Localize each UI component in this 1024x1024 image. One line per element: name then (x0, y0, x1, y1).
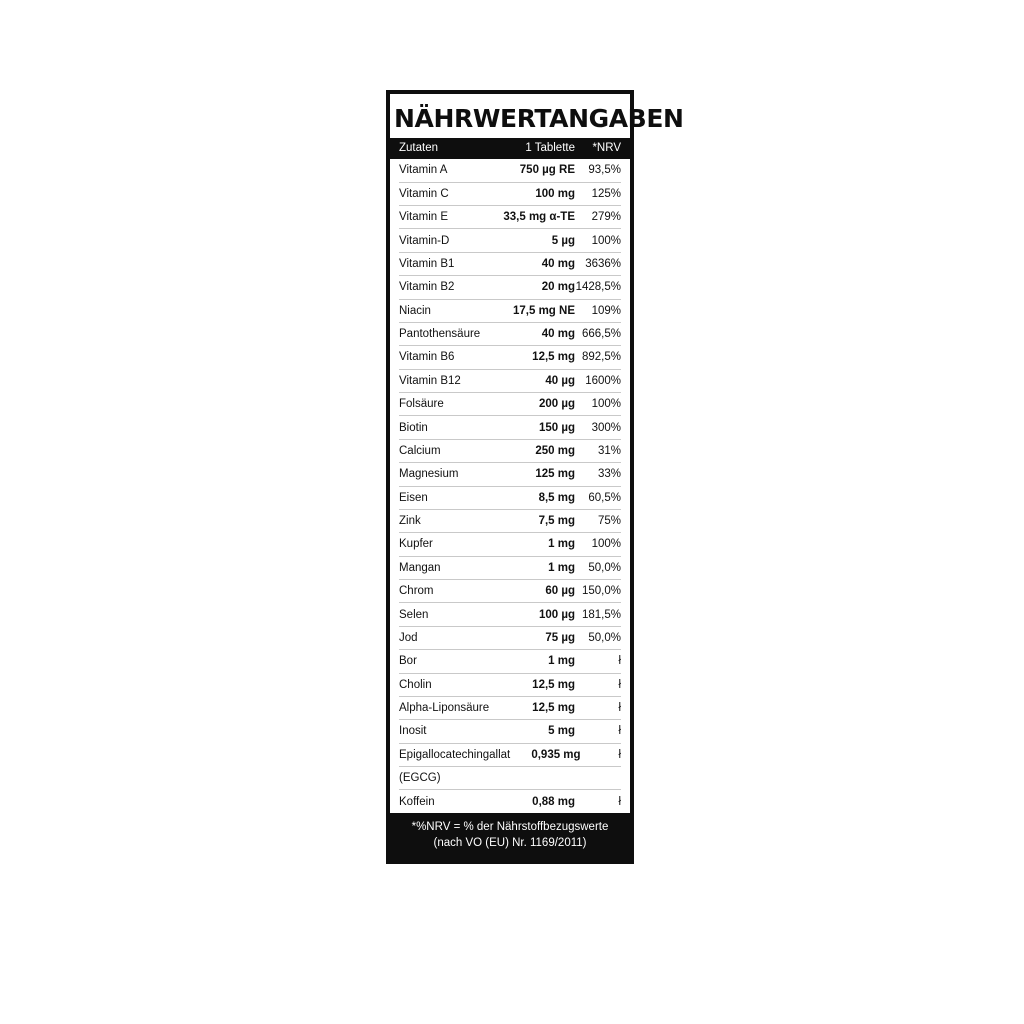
column-header-nrv: *NRV (592, 142, 621, 155)
table-row (399, 370, 621, 393)
nutrient-nrv: 3636% (585, 257, 621, 270)
nutrient-name: Calcium (399, 444, 441, 457)
nutrient-nrv: 100% (591, 538, 621, 551)
nutrient-nrv: ł (618, 795, 621, 808)
nutrient-nrv: 1428,5% (575, 281, 621, 294)
nutrient-nrv: ł (618, 678, 621, 691)
nutrient-name: (EGCG) (399, 772, 441, 785)
nutrient-amount: 5 mg (548, 725, 575, 738)
table-row (399, 159, 621, 182)
nutrient-name: Bor (399, 655, 417, 668)
nutrient-amount: 17,5 mg NE (513, 304, 575, 317)
table-row (399, 790, 621, 812)
nutrient-nrv: 60,5% (588, 491, 621, 504)
nutrient-amount: 40 mg (541, 328, 575, 341)
table-row (399, 580, 621, 603)
nutrient-nrv: 300% (591, 421, 621, 434)
nutrient-amount: 12,5 mg (532, 678, 575, 691)
nutrient-name: Jod (399, 631, 418, 644)
nutrient-nrv: 100% (591, 398, 621, 411)
table-row (399, 744, 621, 767)
nutrient-amount: 125 mg (535, 468, 575, 481)
nutrient-nrv: 181,5% (581, 608, 621, 621)
nutrition-facts-panel (386, 90, 684, 864)
nutrient-amount: 60 µg (545, 585, 575, 598)
table-header-row (390, 138, 630, 159)
nutrient-name: Pantothensäure (399, 328, 481, 341)
nutrient-nrv: ł (618, 702, 621, 715)
nutrient-amount: 1 mg (548, 538, 575, 551)
nutrient-nrv: ł (618, 725, 621, 738)
nutrient-name: Alpha-Liponsäure (399, 702, 490, 715)
nutrient-name: Vitamin E (399, 211, 449, 224)
table-row (399, 720, 621, 743)
nutrient-amount: 750 µg RE (519, 164, 575, 177)
nutrient-amount: 100 mg (535, 187, 575, 200)
table-row (399, 603, 621, 626)
table-row (399, 697, 621, 720)
table-row (399, 557, 621, 580)
nutrient-name: Cholin (399, 678, 432, 691)
nutrient-name: Vitamin-D (399, 234, 450, 247)
nutrient-name: Koffein (399, 795, 435, 808)
nutrient-nrv: 33% (597, 468, 621, 481)
table-row (399, 510, 621, 533)
nutrient-amount: 12,5 mg (532, 351, 575, 364)
nutrient-name: Niacin (399, 304, 431, 317)
table-row (399, 440, 621, 463)
nutrient-name: Chrom (399, 585, 434, 598)
nutrient-name: Folsäure (399, 398, 444, 411)
nutrient-amount: 33,5 mg α-TE (503, 211, 575, 224)
nutrient-nrv: 150,0% (581, 585, 621, 598)
table-row (399, 674, 621, 697)
nutrient-nrv: 279% (591, 211, 621, 224)
nutrient-nrv: 50,0% (588, 631, 621, 644)
nutrient-amount: 40 mg (541, 257, 575, 270)
table-row (399, 323, 621, 346)
footnote-line-1: *%NRV = % der Nährstoffbezugswerte (411, 820, 609, 833)
nutrient-amount: 20 mg (541, 281, 575, 294)
table-row (399, 533, 621, 556)
nutrient-amount: 0,88 mg (532, 795, 575, 808)
nutrient-name: Epigallocatechingallat (399, 748, 511, 761)
nutrient-name: Vitamin C (399, 187, 449, 200)
table-row (399, 650, 621, 673)
table-row (399, 183, 621, 206)
nutrient-nrv: 892,5% (581, 351, 621, 364)
nutrient-amount: 8,5 mg (538, 491, 575, 504)
panel-title: NÄHRWERTANGABEN (394, 104, 684, 133)
nutrient-amount: 40 µg (545, 374, 575, 387)
nutrient-table-body (390, 159, 630, 813)
nutrient-nrv: 125% (591, 187, 621, 200)
nutrient-nrv: 1600% (585, 374, 621, 387)
nutrient-amount: 1 mg (548, 561, 575, 574)
nutrient-nrv: 93,5% (588, 164, 621, 177)
table-row (399, 767, 621, 790)
nutrient-nrv: ł (618, 655, 621, 668)
nutrient-amount: 5 µg (551, 234, 575, 247)
nutrient-amount: 100 µg (538, 608, 575, 621)
nutrient-name: Mangan (399, 561, 441, 574)
nutrient-name: Biotin (399, 421, 428, 434)
table-row (399, 206, 621, 229)
nutrient-nrv: 75% (597, 515, 621, 528)
nutrient-amount: 250 mg (535, 444, 575, 457)
nutrient-nrv: 50,0% (588, 561, 621, 574)
nutrient-nrv: 666,5% (581, 328, 621, 341)
nutrient-name: Kupfer (399, 538, 433, 551)
nutrient-nrv: 100% (591, 234, 621, 247)
table-row (399, 463, 621, 486)
nutrient-amount: 1 mg (548, 655, 575, 668)
nutrient-name: Vitamin A (399, 164, 448, 177)
nutrient-name: Vitamin B12 (399, 374, 461, 387)
nutrient-nrv: 109% (591, 304, 621, 317)
column-header-amount: 1 Tablette (525, 142, 575, 155)
nutrient-amount: 150 µg (538, 421, 575, 434)
nutrient-name: Inosit (399, 725, 427, 738)
nutrient-name: Zink (399, 515, 421, 528)
nutrient-amount: 7,5 mg (538, 515, 575, 528)
nutrient-name: Vitamin B6 (399, 351, 455, 364)
table-row (399, 346, 621, 369)
table-row (399, 416, 621, 439)
nutrient-name: Vitamin B2 (399, 281, 455, 294)
nutrient-nrv: 31% (597, 444, 621, 457)
table-row (399, 393, 621, 416)
nutrient-name: Selen (399, 608, 429, 621)
nutrient-amount: 200 µg (538, 398, 575, 411)
nutrient-amount: 0,935 mg (531, 748, 581, 761)
nutrient-amount: 75 µg (545, 631, 575, 644)
table-row (399, 627, 621, 650)
nrv-footnote (390, 813, 630, 860)
table-row (399, 253, 621, 276)
nutrient-name: Vitamin B1 (399, 257, 455, 270)
table-row (399, 487, 621, 510)
nutrient-amount: 12,5 mg (532, 702, 575, 715)
column-header-ingredients: Zutaten (399, 142, 438, 155)
nutrient-name: Magnesium (399, 468, 459, 481)
nutrient-nrv: ł (618, 748, 621, 761)
footnote-line-2: (nach VO (EU) Nr. 1169/2011) (433, 837, 587, 850)
table-row (399, 300, 621, 323)
table-row (399, 229, 621, 252)
table-row (399, 276, 621, 299)
nutrient-name: Eisen (399, 491, 428, 504)
